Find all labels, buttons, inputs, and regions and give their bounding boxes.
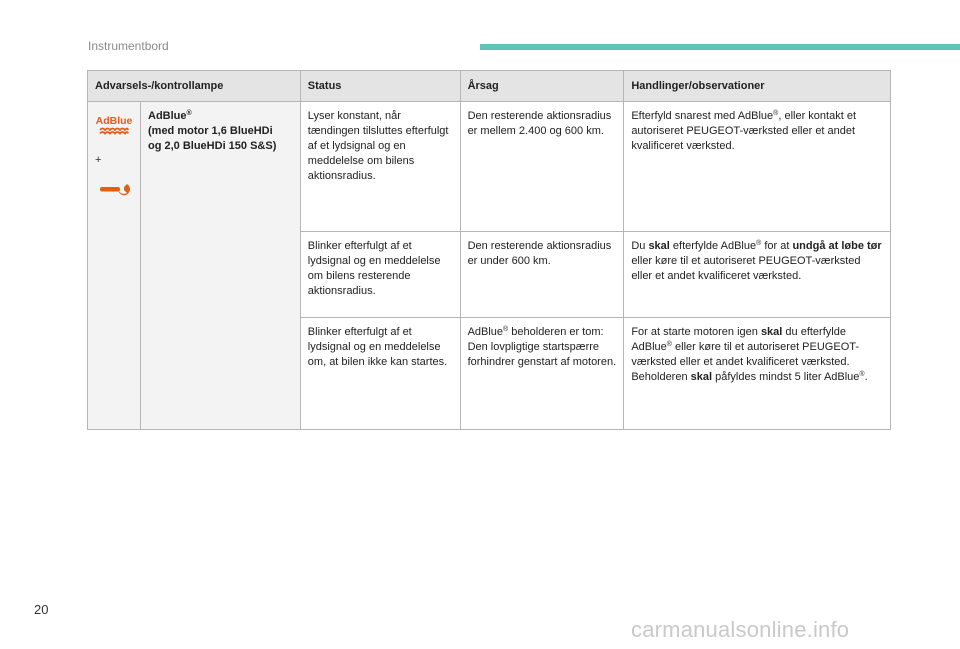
lamp-icon-cell: [88, 102, 141, 430]
column-header-actions: Handlinger/observationer: [624, 71, 891, 102]
action-text: eller køre til et autoriseret PEUGEOT-værksted eller et andet kvalificeret værksted.: [631, 341, 860, 368]
plus-sign: +: [95, 154, 102, 166]
page-number: 20: [34, 602, 49, 617]
column-header-lamp: Advarsels-/kontrollampe: [88, 71, 301, 102]
status-cell: Blinker efterfulgt af et lydsignal og en meddelelse om, at bilen ikke kan startes.: [300, 318, 460, 430]
table-row: [88, 102, 891, 232]
table-header-row: [88, 71, 891, 102]
column-header-status: Status: [300, 71, 460, 102]
lamp-subtitle-line1: (med motor 1,6 BlueHDi: [148, 125, 273, 137]
adblue-warning-icon: [95, 113, 133, 135]
cause-cell: Den resterende aktionsradius er under 600 km.: [460, 232, 624, 318]
cause-cell: [460, 318, 624, 430]
header-accent-bar: [480, 44, 960, 50]
watermark: carmanualsonline.info: [631, 617, 850, 642]
action-emphasis: skal: [648, 240, 670, 252]
registered-mark: ®: [859, 371, 865, 378]
lamp-subtitle-line2: og 2,0 BlueHDi 150 S&S): [148, 140, 277, 152]
action-text: for at: [761, 240, 793, 252]
action-text: eller køre til et autoriseret PEUGEOT-værksted eller et andet kvalificeret værksted.: [631, 255, 861, 282]
action-text: Beholderen: [631, 371, 691, 383]
action-emphasis: skal: [690, 371, 713, 383]
registered-mark: ®: [773, 110, 779, 117]
registered-mark: ®: [756, 240, 762, 247]
action-text: Efterfyld snarest med AdBlue: [631, 110, 774, 122]
action-text: .: [864, 371, 868, 383]
action-text: du efterfylde AdBlue: [631, 326, 846, 353]
action-emphasis: skal: [760, 326, 783, 338]
action-text: , eller kontakt et autoriseret PEUGEOT-værksted eller et andet kvalificeret værksted.: [631, 110, 856, 152]
action-text: For at starte motoren igen: [631, 326, 761, 338]
warning-lamp-table: [87, 70, 891, 430]
section-title: Instrumentbord: [88, 39, 169, 53]
wrench-icon: [98, 182, 130, 196]
adblue-icon-text: AdBlue: [95, 115, 133, 127]
column-header-cause: Årsag: [460, 71, 624, 102]
lamp-name-cell: [141, 102, 301, 430]
cause-text: AdBlue: [467, 326, 504, 338]
action-cell: [624, 232, 891, 318]
action-text: påfyldes mindst 5 liter AdBlue: [712, 371, 860, 383]
registered-mark: ®: [503, 326, 509, 333]
registered-mark: ®: [666, 341, 672, 348]
lamp-name: AdBlue: [148, 110, 187, 122]
cause-text: beholderen er tom: Den lovpligtige startspærre forhindrer genstart af motoren.: [467, 326, 617, 368]
action-emphasis: undgå at løbe tør: [792, 240, 882, 252]
action-text: Du: [631, 240, 649, 252]
action-cell: [624, 102, 891, 232]
action-cell: [624, 318, 891, 430]
status-cell: Lyser konstant, når tændingen tilsluttes efterfulgt af et lydsignal og en meddelelse om bilens aktionsradius.: [300, 102, 460, 232]
cause-cell: Den resterende aktionsradius er mellem 2.400 og 600 km.: [460, 102, 624, 232]
action-text: efterfylde AdBlue: [669, 240, 757, 252]
registered-mark: ®: [186, 110, 192, 117]
status-cell: Blinker efterfulgt af et lydsignal og en meddelelse om bilens resterende aktionsradius.: [300, 232, 460, 318]
